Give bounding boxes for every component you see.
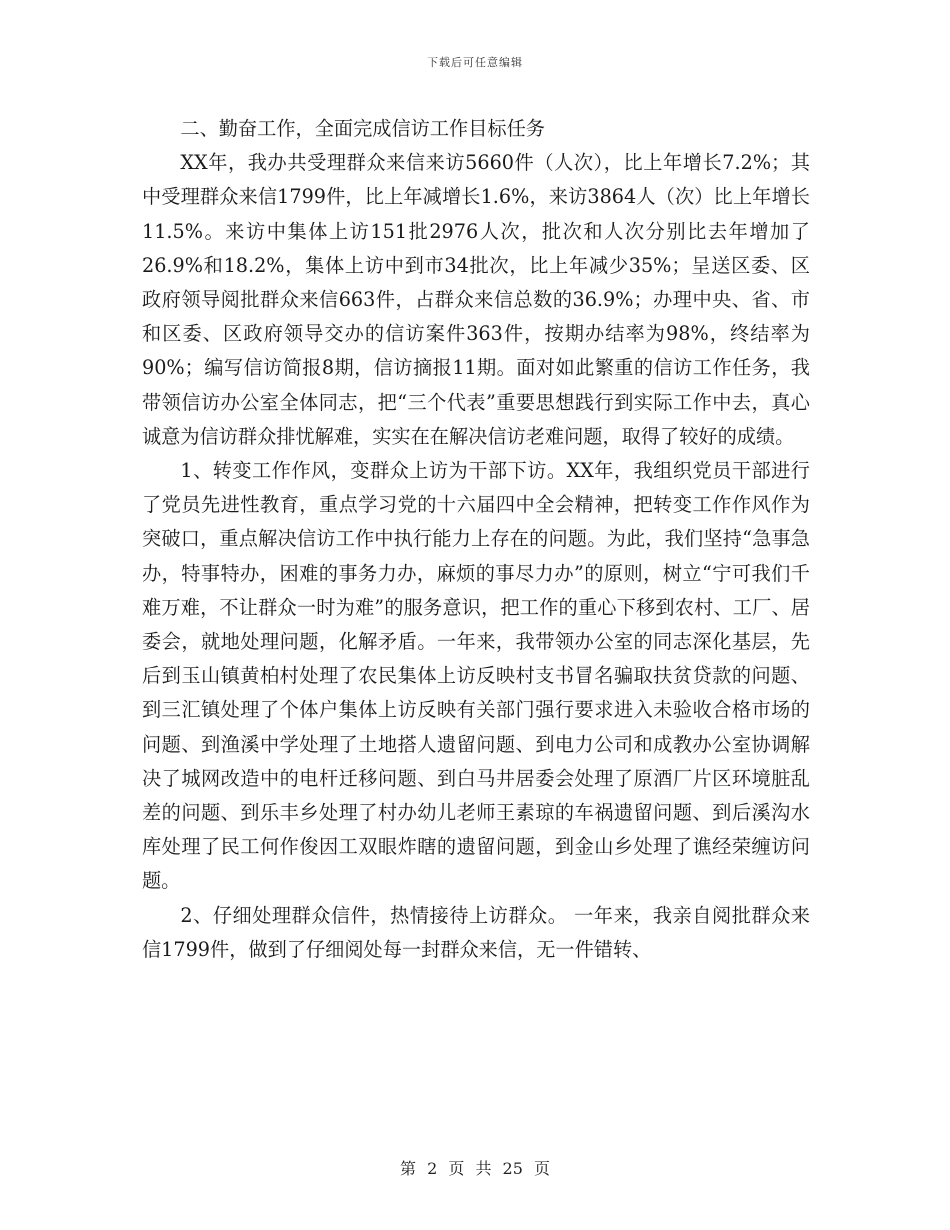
paragraph-work-style: 1、转变工作作风，变群众上访为干部下访。XX年，我组织党员干部进行了党员先进性教育，重点学习党的十六届四中全会精神，把转变工作作风作为突破口，重点解决信访工作中执行能力上存在的问题。为此，我们坚持“急事急办，特事特办，困难的事务力办，麻烦的事尽力办”的原则，树立“宁可我们千难万难，不让群众一时为难”的服务意识，把工作的重心下移到农村、工厂、居委会，就地处理问题，化解矛盾。一年来，我带领办公室的同志深化基层，先后到玉山镇黄柏村处理了农民集体上访反映村支书冒名骗取扶贫贷款的问题、到三汇镇处理了个体户集体上访反映有关部门强行要求进入未验收合格市场的问题、到渔溪中学处理了土地搭人遗留问题、到电力公司和成教办公室协调解决了城网改造中的电杆迁移问题、到白马井居委会处理了原酒厂片区环境脏乱差的问题、到乐丰乡处理了村办幼儿老师王素琼的车祸遗留问题、到后溪沟水库处理了民工何作俊因工双眼炸瞎的遗留问题，到金山乡处理了谯经荣缠访问题。 [142,459,810,893]
section-heading: 二、勤奋工作，全面完成信访工作目标任务 [180,117,545,140]
paragraph-letters: 2、仔细处理群众信件，热情接待上访群众。 一年来，我亲自阅批群众来信1799件，做到了仔细阅处每一封群众来信，无一件错转、 [142,903,810,961]
page-footer: 第 2 页 共 25 页 [400,1159,550,1178]
page-header-note: 下载后可任意编辑 [427,56,523,69]
document-body [142,112,810,967]
paragraph-statistics: XX年，我办共受理群众来信来访5660件（人次），比上年增长7.2%；其中受理群众来信1799件，比上年减增长1.6%，来访3864人（次）比上年增长11.5%。来访中集体上访151批2976人次，批次和人次分别比去年增加了26.9%和18.2%，集体上访中到市34批次，比上年减少35%；呈送区委、区政府领导阅批群众来信663件，占群众来信总数的36.9%；办理中央、省、市和区委、区政府领导交办的信访案件363件，按期办结率为98%，终结率为90%；编写信访简报8期，信访摘报11期。面对如此繁重的信访工作任务，我带领信访办公室全体同志，把“三个代表”重要思想践行到实际工作中去，真心诚意为信访群众排忧解难，实实在在解决信访老难问题，取得了较好的成绩。 [142,151,810,448]
